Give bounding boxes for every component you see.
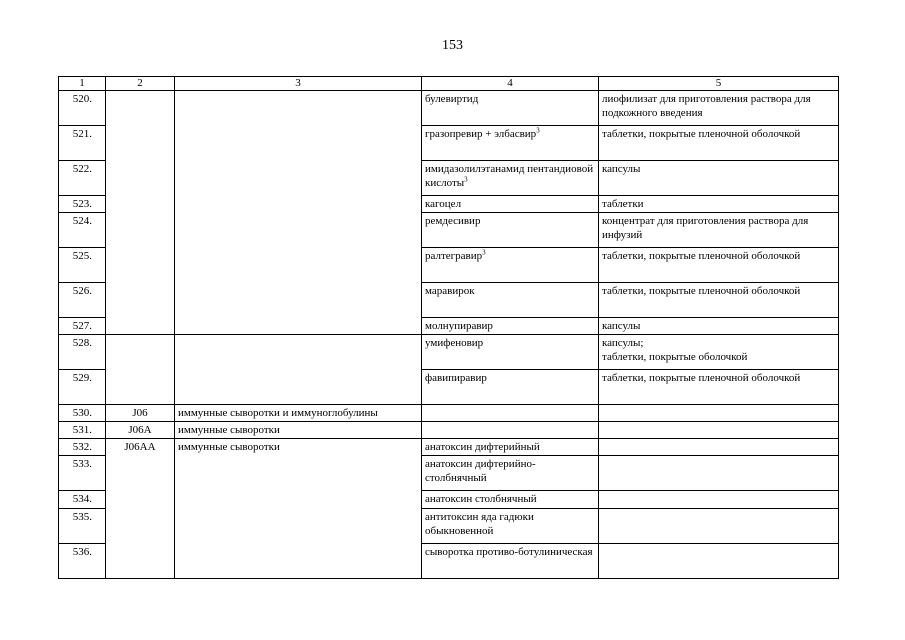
atc-code: J06A <box>106 422 175 439</box>
table-row <box>59 422 839 439</box>
dosage-form: лиофилизат для приготовления раствора для подкожного введения <box>599 91 839 126</box>
header-cell: 2 <box>106 77 175 91</box>
drug-name-text: молнупиравир <box>425 320 493 332</box>
row-number: 525. <box>59 248 106 283</box>
row-number: 534. <box>59 491 106 509</box>
table-row <box>59 91 839 126</box>
page-number: 153 <box>442 38 463 53</box>
table-row <box>59 439 839 456</box>
dosage-form <box>599 509 839 544</box>
dosage-form: таблетки, покрытые пленочной оболочкой <box>599 370 839 405</box>
row-number: 530. <box>59 405 106 422</box>
row-number: 522. <box>59 161 106 196</box>
row-number: 533. <box>59 456 106 491</box>
drug-name-text: ралтегравир <box>425 250 483 262</box>
drug-name <box>422 491 599 509</box>
atc-group: иммунные сыворотки и иммуноглобулины <box>175 405 422 422</box>
drug-name <box>422 213 599 248</box>
drug-name <box>422 283 599 318</box>
atc-code <box>106 91 175 335</box>
drug-name <box>422 318 599 335</box>
atc-group: иммунные сыворотки <box>175 422 422 439</box>
atc-group <box>175 335 422 405</box>
drug-name-text: анатоксин столбнячный <box>425 493 537 505</box>
atc-code: J06 <box>106 405 175 422</box>
drug-name <box>422 509 599 544</box>
drug-name <box>422 196 599 213</box>
drug-name-text: фавипиравир <box>425 372 487 384</box>
dosage-form <box>599 491 839 509</box>
dosage-form: таблетки, покрытые пленочной оболочкой <box>599 248 839 283</box>
footnote-marker: 3 <box>536 126 540 135</box>
drug-name-text: ремдесивир <box>425 215 481 227</box>
header-row <box>59 77 839 91</box>
drug-name <box>422 405 599 422</box>
header-cell: 1 <box>59 77 106 91</box>
row-number: 524. <box>59 213 106 248</box>
drug-name-text: сыворотка противо-ботулиническая <box>425 546 593 558</box>
header-cell: 5 <box>599 77 839 91</box>
dosage-form: капсулы; таблетки, покрытые оболочкой <box>599 335 839 370</box>
drug-name-text: умифеновир <box>425 337 484 349</box>
atc-code <box>106 335 175 405</box>
drug-name <box>422 126 599 161</box>
drug-name <box>422 456 599 491</box>
atc-group: иммунные сыворотки <box>175 439 422 579</box>
dosage-form: таблетки, покрытые пленочной оболочкой <box>599 283 839 318</box>
drug-name <box>422 161 599 196</box>
drug-name-text: анатоксин дифтерийный <box>425 441 540 453</box>
drug-name-text: булевиртид <box>425 93 479 105</box>
drug-name-text: антитоксин яда гадюки обыкновенной <box>425 511 534 537</box>
drug-name <box>422 439 599 456</box>
drug-name-text: гразопревир + элбасвир <box>425 128 537 140</box>
dosage-form: капсулы <box>599 161 839 196</box>
dosage-form <box>599 544 839 579</box>
dosage-form: концентрат для приготовления раствора для инфузий <box>599 213 839 248</box>
dosage-form: таблетки <box>599 196 839 213</box>
drug-name <box>422 335 599 370</box>
atc-group <box>175 91 422 335</box>
drug-name-text: анатоксин дифтерийно-столбнячный <box>425 458 536 484</box>
table-row <box>59 335 839 370</box>
row-number: 529. <box>59 370 106 405</box>
header-cell: 4 <box>422 77 599 91</box>
drug-name-text: имидазолилэтанамид пентандиовой кислоты <box>425 163 594 189</box>
dosage-form <box>599 439 839 456</box>
dosage-form <box>599 405 839 422</box>
row-number: 523. <box>59 196 106 213</box>
dosage-form <box>599 422 839 439</box>
row-number: 521. <box>59 126 106 161</box>
row-number: 528. <box>59 335 106 370</box>
drug-name <box>422 544 599 579</box>
drug-name <box>422 91 599 126</box>
row-number: 527. <box>59 318 106 335</box>
row-number: 531. <box>59 422 106 439</box>
drug-name-text: маравирок <box>425 285 475 297</box>
row-number: 526. <box>59 283 106 318</box>
table-row <box>59 405 839 422</box>
dosage-form <box>599 456 839 491</box>
drug-name <box>422 248 599 283</box>
drug-name <box>422 422 599 439</box>
atc-code: J06AA <box>106 439 175 579</box>
drug-table <box>58 76 839 579</box>
header-cell: 3 <box>175 77 422 91</box>
dosage-form: капсулы <box>599 318 839 335</box>
dosage-form: таблетки, покрытые пленочной оболочкой <box>599 126 839 161</box>
row-number: 535. <box>59 509 106 544</box>
drug-name <box>422 370 599 405</box>
footnote-marker: 3 <box>482 248 486 257</box>
row-number: 532. <box>59 439 106 456</box>
row-number: 536. <box>59 544 106 579</box>
footnote-marker: 3 <box>464 175 468 184</box>
drug-name-text: кагоцел <box>425 198 462 210</box>
row-number: 520. <box>59 91 106 126</box>
